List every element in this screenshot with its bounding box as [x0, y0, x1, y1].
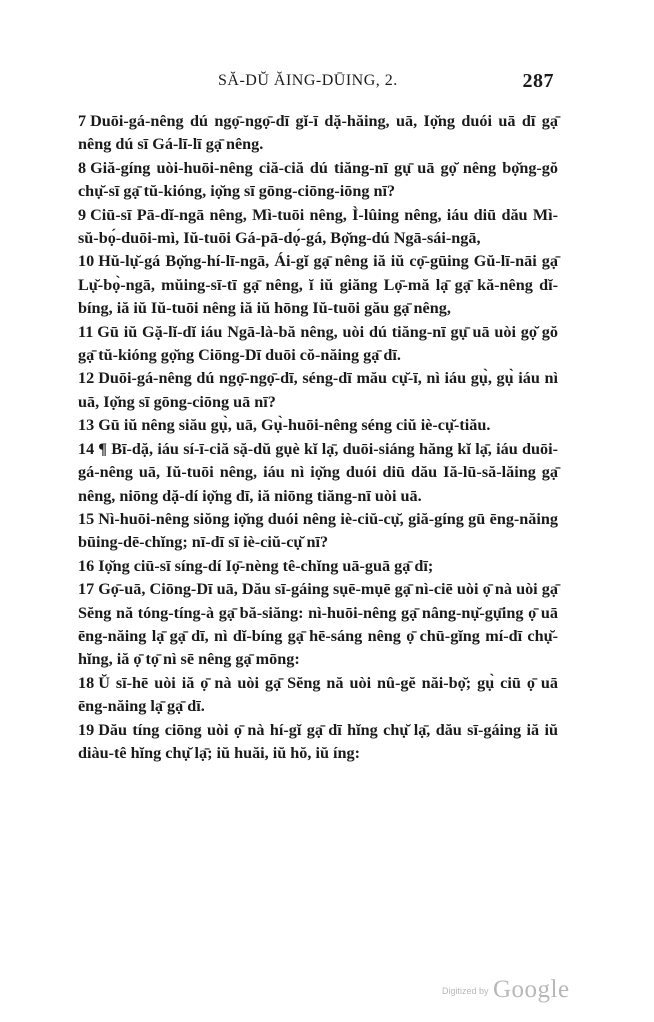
verse-12: [78, 367, 558, 414]
verse-19: [78, 719, 558, 766]
verse-text: Gū iŭ Gặ-lĭ-dĭ iáu Ngā-là-bă nêng, uòi dú tiăng-nī gụ̄ uā uòi gọ̆ gŏ gạ̄ tŭ-kióng gọ̆ng Ciōng-Dī duōi cŏ-năing gạ̄ dī.: [78, 322, 558, 365]
verse-text: Nì-huōi-nêng siŏng iọ̆ng duói nêng iè-ciŭ-cụ̆, giă-gíng gū ēng-năing būing-dē-chĭng; nī-dī sī iè-ciŭ-cụ̆ nī?: [78, 509, 558, 552]
verse-number: 17: [78, 580, 95, 599]
verse-text: Ŭ sī-hē uòi iă ọ̄ nà uòi gạ̄ Sĕng nă uòi nû-gĕ năi-bọ̆; gụ̀ ciū ọ̄ uā ēng-năing lạ̄ gạ̄ dī.: [78, 673, 558, 716]
verse-text: Gọ̄-uā, Ciōng-Dī uā, Dău sī-gáing sụē-mụē gạ̄ nì-ciē uòi ọ̄ nà uòi gạ̄ Sĕng nă tóng-tíng-à gạ̄ bă-siăng: nì-huōi-nêng gạ̄ nâng-nụ̆-gụ̄ing ọ̄ uā ēng-năing lạ̄ gạ̄ dī, nì dĭ-bíng gạ̄ hē-sáng nêng ọ̄ chū-gĭng mí-dī chụ̆-hĭng, iă ọ̄ tọ̄ nì sē nêng gạ̄ mōng:: [78, 580, 558, 669]
verse-8: [78, 157, 558, 204]
verse-number: 9: [78, 205, 87, 224]
verse-number: 8: [78, 158, 87, 177]
verse-text: Hŭ-lụ̆-gá Bọ̆ng-hí-lī-ngā, Ái-gĭ gạ̄ nêng iă iŭ cọ̄-gūing Gŭ-lī-nāi gạ̄ Lụ̆-bọ̀-ngā, mŭing-sī-tī gạ̄ nêng, ĭ iŭ giăng Lọ̄-mă lạ̄ gạ̄ kă-nêng dĭ-bíng, iă iŭ Iŭ-tuōi nêng iă iŭ hōng Iŭ-tuōi gău gạ̄ nêng,: [78, 252, 558, 318]
watermark-prefix: Digitized by: [442, 986, 489, 996]
verse-number: 13: [78, 416, 95, 435]
verse-14: [78, 438, 558, 508]
verse-number: 11: [78, 322, 94, 341]
verse-text: Duōi-gá-nêng dú ngọ̄-ngọ̄-dī, séng-dī mău cụ̆-ī, nì iáu gụ̀, gụ̀ iáu nì uā, Iọ̆ng sī gōng-ciōng uā nī?: [78, 369, 558, 411]
verse-number: 19: [78, 720, 95, 739]
verse-list: [78, 110, 558, 765]
verse-number: 15: [78, 509, 95, 528]
google-wordmark: Google: [492, 976, 570, 1003]
verse-text: Ciū-sī Pā-dĭ-ngā nêng, Mì-tuōi nêng, Ì-lûing nêng, iáu diū dău Mì-sŭ-bọ́-duōi-mì, Iŭ-tuōi Gá-pā-dọ́-gá, Bọ̆ng-dú Ngā-sái-ngā,: [78, 205, 558, 248]
verse-text: Gū iŭ nêng siău gụ̀, uā, Gụ̀-huōi-nêng séng ciŭ iè-cụ̆-tiău.: [98, 416, 491, 435]
verse-10: [78, 250, 558, 320]
verse-7: [78, 110, 558, 157]
book-page: [78, 70, 558, 765]
verse-text: Dău tíng ciōng uòi ọ̄ nà hí-gĭ gạ̄ dī hĭng chụ̆ lạ̄, dău sī-gáing iă iŭ diàu-tê hĭng chụ̆ lạ̄; iŭ huăi, iŭ hŏ, iŭ íng:: [78, 720, 558, 762]
verse-16: [78, 555, 558, 578]
verse-15: [78, 508, 558, 555]
verse-11: [78, 321, 558, 368]
verse-text: Giă-gíng uòi-huōi-nêng ciă-ciă dú tiăng-nī gụ̄ uā gọ̆ nêng bọ̆ng-gŏ chụ̆-sī gạ̄ tŭ-kióng, iọ̆ng sī gōng-ciōng-iōng nī?: [78, 158, 558, 201]
verse-13: [78, 414, 558, 437]
verse-text: Duōi-gá-nêng dú ngọ̄-ngọ̄-dī gĭ-ī dặ-hăing, uā, Iọ̆ng duói uā dī gạ̄ nêng dú sī Gá-lī-lī gạ̄ nêng.: [78, 112, 558, 154]
verse-number: 18: [78, 673, 95, 692]
verse-18: [78, 672, 558, 719]
verse-text: Iọ̆ng ciū-sī síng-dí Iọ̄-nèng tê-chĭng uā-guā gạ̄ dī;: [98, 556, 434, 575]
verse-number: 10: [78, 252, 95, 271]
verse-number: 12: [78, 369, 95, 388]
running-title: SĂ-DŬ ĂING-DŪING, 2.: [218, 72, 398, 89]
running-head: [78, 70, 558, 100]
verse-text: ¶ Bī-dặ, iáu sí-ī-ciă sặ-dŭ gụè kĭ lạ̄, duōi-siáng hăng kĭ lạ̄, iáu duōi-gá-nêng uā, Iŭ-tuōi nêng, iáu nì iọ̆ng duói diū dău Iă-lū-să-lăing gạ̄ nêng, niōng dặ-dí iọ̆ng dī, iă niōng tiăng-nī uòi uā.: [78, 439, 558, 505]
verse-number: 14: [78, 439, 95, 458]
verse-17: [78, 578, 558, 672]
verse-9: [78, 204, 558, 251]
verse-number: 16: [78, 556, 95, 575]
digitization-watermark: [442, 976, 570, 1004]
verse-number: 7: [78, 112, 87, 130]
page-number: 287: [522, 70, 554, 92]
